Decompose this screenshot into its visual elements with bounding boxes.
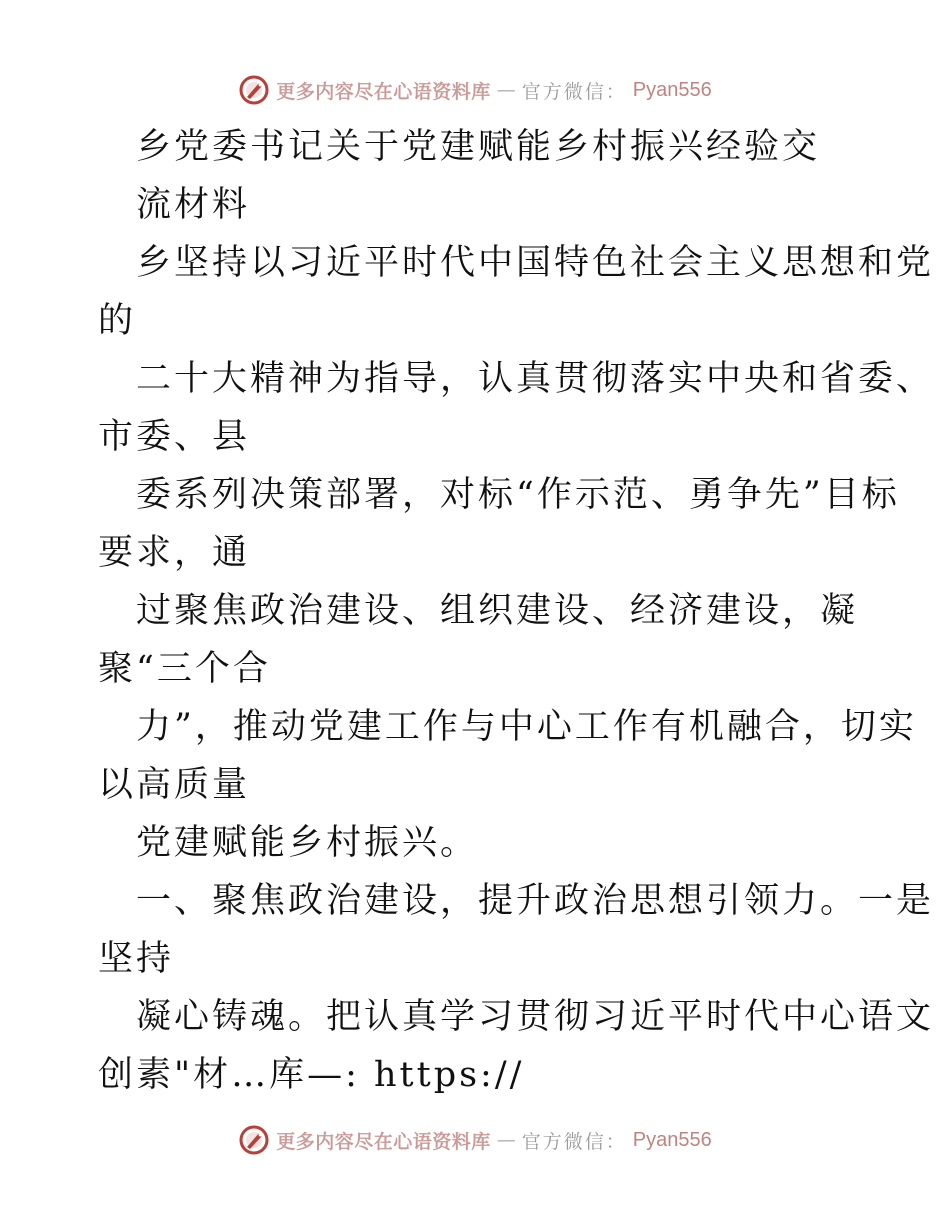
paragraph-line: 力”，推动党建工作与中心工作有机融合，切实 <box>136 707 917 747</box>
watermark-wechat-id: Pyan556 <box>632 1128 712 1151</box>
paragraph-line: 坚持 <box>98 939 175 979</box>
paragraph-line: 乡坚持以习近平时代中国特色社会主义思想和党 <box>136 243 935 283</box>
section-heading-line: 一、聚焦政治建设，提升政治思想引领力。一是 <box>136 881 935 921</box>
watermark-official-label: 官方微信： <box>521 80 627 103</box>
watermark-wechat-id: Pyan556 <box>632 78 712 101</box>
paragraph-line: 凝心铸魂。把认真学习贯彻习近平时代中心语文 <box>136 997 935 1037</box>
watermark-separator: — <box>496 1129 516 1151</box>
paragraph-line: 党建赋能乡村振兴。 <box>136 823 479 863</box>
paragraph-line: 委系列决策部署，对标“作示范、勇争先”目标 <box>136 475 900 515</box>
title-line-2: 流材料 <box>136 185 251 225</box>
paragraph-line: 二十大精神为指导，认真贯彻落实中央和省委、 <box>136 359 935 399</box>
title-line-1: 乡党委书记关于党建赋能乡村振兴经验交 <box>136 127 821 167</box>
footer-watermark <box>0 1120 950 1160</box>
paragraph-line: 过聚焦政治建设、组织建设、经济建设，凝 <box>136 591 859 631</box>
watermark-brand-text: 更多内容尽在心语资料库 <box>276 1130 491 1153</box>
pen-nib-seal-icon <box>238 1124 270 1156</box>
paragraph-line: 市委、县 <box>98 417 251 457</box>
paragraph-line: 聚“三个合 <box>98 649 271 689</box>
watermark-official-label: 官方微信： <box>521 1130 627 1153</box>
document-body <box>98 118 935 1104</box>
header-watermark <box>0 70 950 110</box>
pen-nib-seal-icon <box>238 74 270 106</box>
watermark-separator: — <box>496 79 516 101</box>
paragraph-line: 以高质量 <box>98 765 251 805</box>
paragraph-line: 要求，通 <box>98 533 251 573</box>
watermark-brand-text: 更多内容尽在心语资料库 <box>276 80 491 103</box>
paragraph-line: 的 <box>98 301 137 341</box>
paragraph-line: 创素"材…库—: https:// <box>98 1055 525 1095</box>
